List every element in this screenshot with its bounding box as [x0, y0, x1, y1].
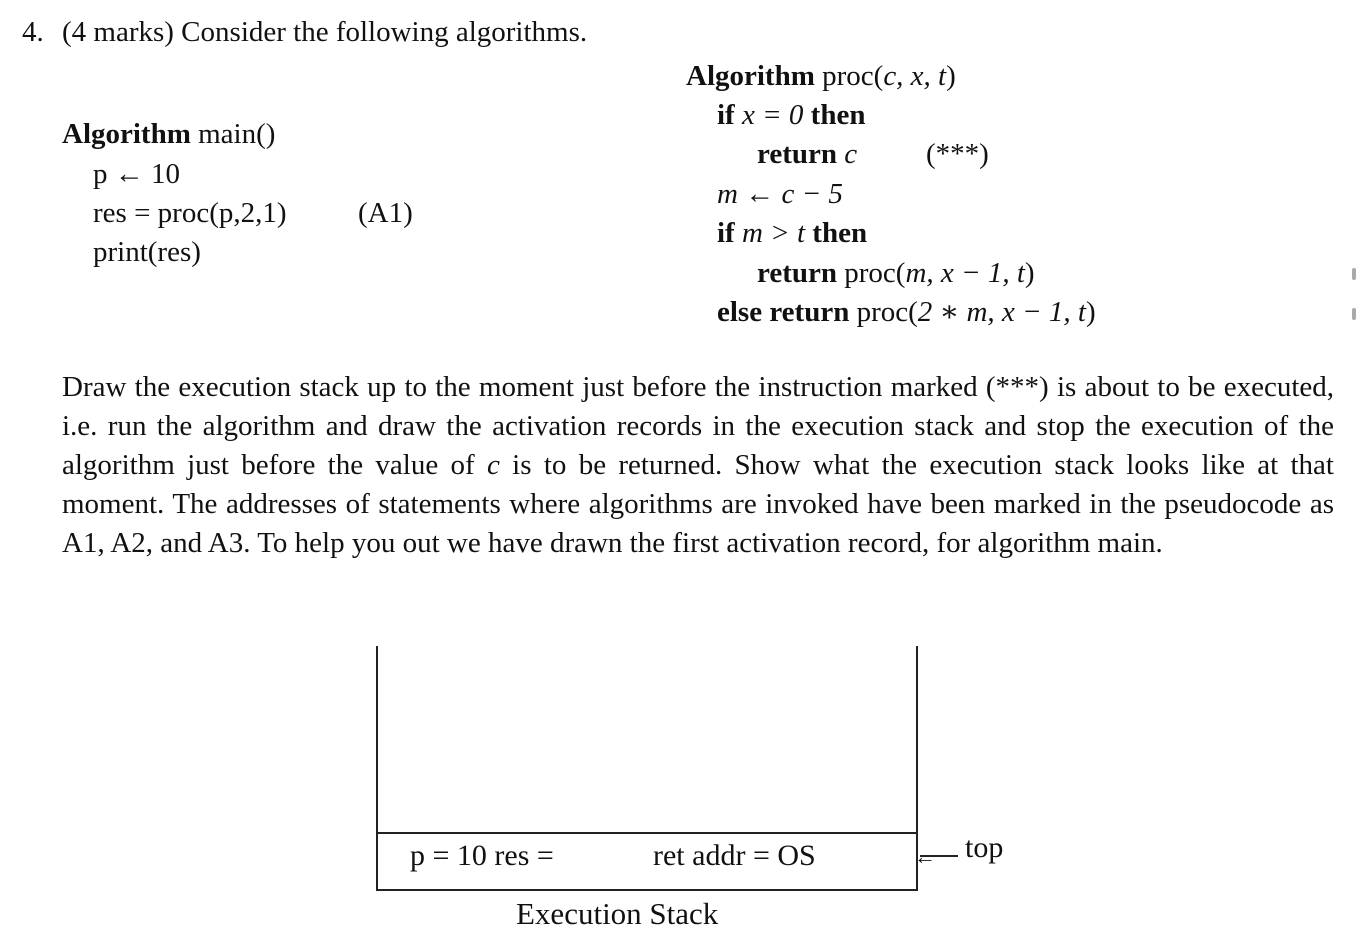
instruction-marker: (***) [926, 138, 989, 170]
else-return-keyword: else return [717, 296, 850, 328]
algorithm-keyword: Algorithm [686, 60, 815, 92]
scroll-edge-mark [1352, 268, 1356, 280]
top-label: top [965, 831, 1004, 864]
main-algorithm-title [62, 120, 275, 149]
instructions-paragraph [62, 368, 1334, 563]
call-args: m, x − 1, t [905, 257, 1025, 289]
call-name: proc( [856, 296, 918, 328]
algorithm-name: main() [198, 118, 276, 150]
call-args: 2 ∗ m, x − 1, t [917, 296, 1086, 328]
paragraph-text: is to be returned. Show what the execution stack looks like at that moment. The addresses of statements where algorithms are invoked have been marked in the pseudocode as A1, A2, and A3. To help you out we have drawn the first activation record, for algorithm main. [62, 449, 1334, 559]
paragraph-var: c [486, 449, 500, 481]
paren-close: ) [1024, 257, 1035, 289]
proc-line-else-return [717, 298, 1096, 327]
address-label-a1: (A1) [358, 197, 413, 229]
main-line-assign: p ← 10 [93, 158, 180, 190]
then-keyword: then [810, 99, 866, 131]
proc-line-if-m [717, 219, 867, 248]
main-line-call: res = proc(p,2,1) [93, 197, 287, 229]
algorithm-keyword: Algorithm [62, 118, 191, 150]
question-header: (4 marks) Consider the following algorithms. [62, 16, 588, 48]
condition: x = 0 [741, 99, 804, 131]
proc-line-if-zero [717, 101, 865, 130]
then-keyword: then [812, 217, 868, 249]
main-line-print: print(res) [93, 236, 201, 268]
paren-close: ) [1085, 296, 1096, 328]
scroll-edge-mark [1352, 308, 1356, 320]
algorithm-params: c, x, t [883, 60, 947, 92]
stack-bottom-border [376, 889, 918, 891]
proc-line-return-recursive [757, 259, 1035, 288]
algorithm-name: proc( [822, 60, 884, 92]
if-keyword: if [717, 99, 735, 131]
proc-line-return-c [757, 140, 857, 169]
condition: m > t [741, 217, 806, 249]
record-variables: p = 10 res = [410, 839, 554, 872]
return-var: c [844, 138, 858, 170]
record-return-address: ret addr = OS [653, 839, 816, 872]
paragraph-text: Draw the execution stack up to the moment just before the instruction marked (***) is about to be executed, i.e. run the algorithm and draw the activation records in the execution stack and stop the execution of the algorithm just before the value of [62, 371, 1334, 481]
if-keyword: if [717, 217, 735, 249]
paren-close: ) [946, 60, 956, 92]
proc-line-assign-m: m ← c − 5 [717, 178, 843, 210]
return-keyword: return [757, 138, 838, 170]
question-number: 4. [22, 16, 44, 48]
call-name: proc( [844, 257, 906, 289]
stack-left-wall [376, 646, 378, 891]
return-keyword: return [757, 257, 838, 289]
record-top-border [376, 832, 918, 834]
left-arrow-icon: ← [914, 844, 936, 869]
proc-algorithm-title [686, 62, 956, 91]
stack-caption: Execution Stack [516, 896, 719, 931]
